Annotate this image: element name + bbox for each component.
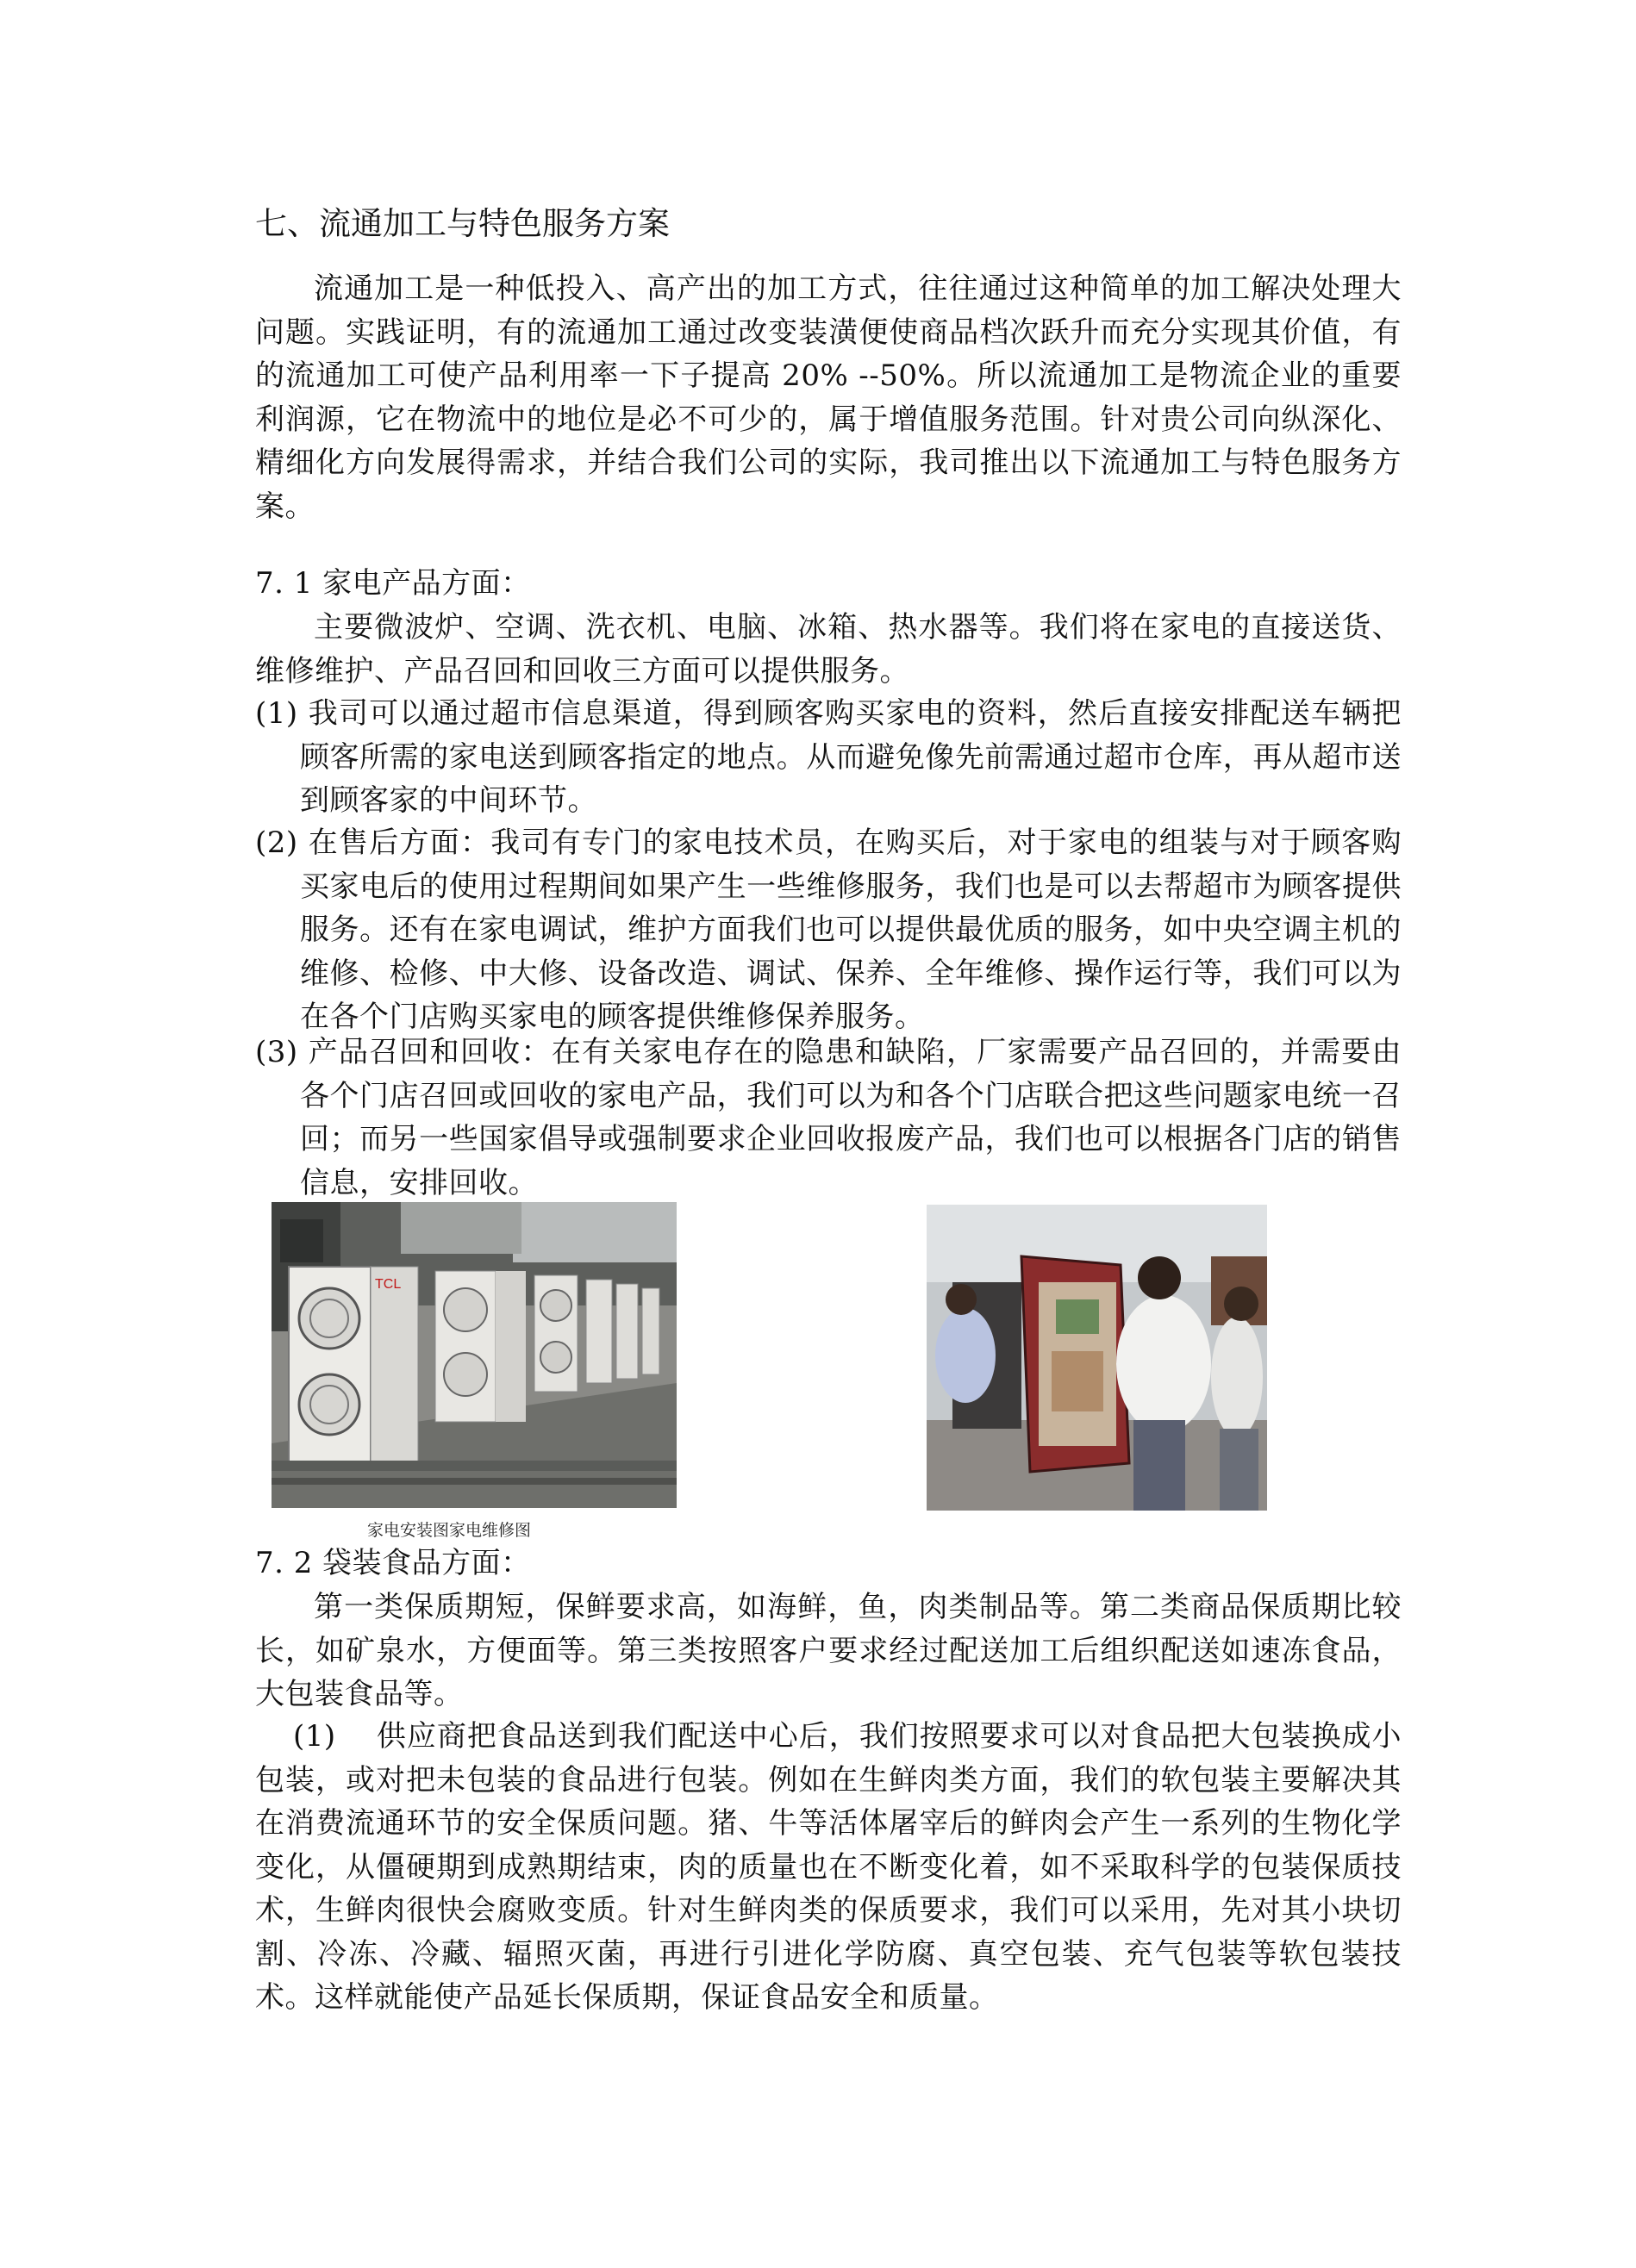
intro-paragraph: 流通加工是一种低投入、高产出的加工方式，往往通过这种简单的加工解决处理大问题。实践证明，有的流通加工通过改变装潢便使商品档次跃升而充分实现其价值，有的流通加工可使产品利用率一下子提高 20% --50%。所以流通加工是物流企业的重要利润源，它在物流中的地位是必不可少的，属于增值服务范围。针对贵公司向纵深化、精细化方向发展得需求，并结合我们公司的实际，我司推出以下流通加工与特色服务方案。 — [255, 271, 1402, 524]
section-7-1-description: 主要微波炉、空调、洗衣机、电脑、冰箱、热水器等。我们将在家电的直接送货、维修维护、产品召回和回收三方面可以提供服务。 — [255, 610, 1402, 688]
ac-installation-photo — [272, 1202, 677, 1508]
list-item-2: (2) 在售后方面：我司有专门的家电技术员，在购买后，对于家电的组装与对于顾客购买家电后的使用过程期间如果产生一些维修服务，我们也是可以去帮超市为顾客提供服务。还有在家电调试，维护方面我们也可以提供最优质的服务，如中央空调主机的维修、检修、中大修、设备改造、调试、保养、全年维修、操作运行等，我们可以为在各个门店购买家电的顾客提供维修保养服务。 — [255, 826, 1402, 1034]
list-item-3: (3) 产品召回和回收：在有关家电存在的隐患和缺陷，厂家需要产品召回的，并需要由各个门店召回或回收的家电产品，我们可以为和各个门店联合把这些问题家电统一召回；而另一些国家倡导或强制要求企业回收报废产品，我们也可以根据各门店的销售信息，安排回收。 — [255, 1035, 1402, 1200]
page-title: 七、流通加工与特色服务方案 — [255, 205, 670, 242]
section-7-1-heading: 7. 1 家电产品方面： — [255, 566, 531, 601]
section-7-2-description: 第一类保质期短，保鲜要求高，如海鲜，鱼，肉类制品等。第二类商品保质期比较长，如矿泉水，方便面等。第三类按照客户要求经过配送加工后组织配送如速冻食品，大包装食品等。 — [255, 1590, 1402, 1711]
image-caption: 家电安装图家电维修图 — [367, 1521, 532, 1540]
food-list-item-1: (1) 供应商把食品送到我们配送中心后，我们按照要求可以对食品把大包装换成小包装，或对把未包装的食品进行包装。例如在生鲜肉类方面，我们的软包装主要解决其在消费流通环节的安全保质问题。猪、牛等活体屠宰后的鲜肉会产生一系列的生物化学变化，从僵硬期到成熟期结束，肉的质量也在不断变化着，如不采取科学的包装保质技术，生鲜肉很快会腐败变质。针对生鲜肉类的保质要求，我们可以采用，先对其小块切割、冷冻、冷藏、辐照灭菌，再进行引进化学防腐、真空包装、充气包装等软包装技术。这样就能使产品延长保质期，保证食品安全和质量。 — [255, 1719, 1402, 2015]
list-item-1: (1) 我司可以通过超市信息渠道，得到顾客购买家电的资料，然后直接安排配送车辆把顾客所需的家电送到顾客指定的地点。从而避免像先前需通过超市仓库，再从超市送到顾客家的中间环节。 — [255, 696, 1402, 818]
appliance-repair-photo — [927, 1205, 1267, 1511]
section-7-2-heading: 7. 2 袋装食品方面： — [255, 1546, 531, 1580]
ac-brand-label: TCL — [375, 1277, 402, 1292]
